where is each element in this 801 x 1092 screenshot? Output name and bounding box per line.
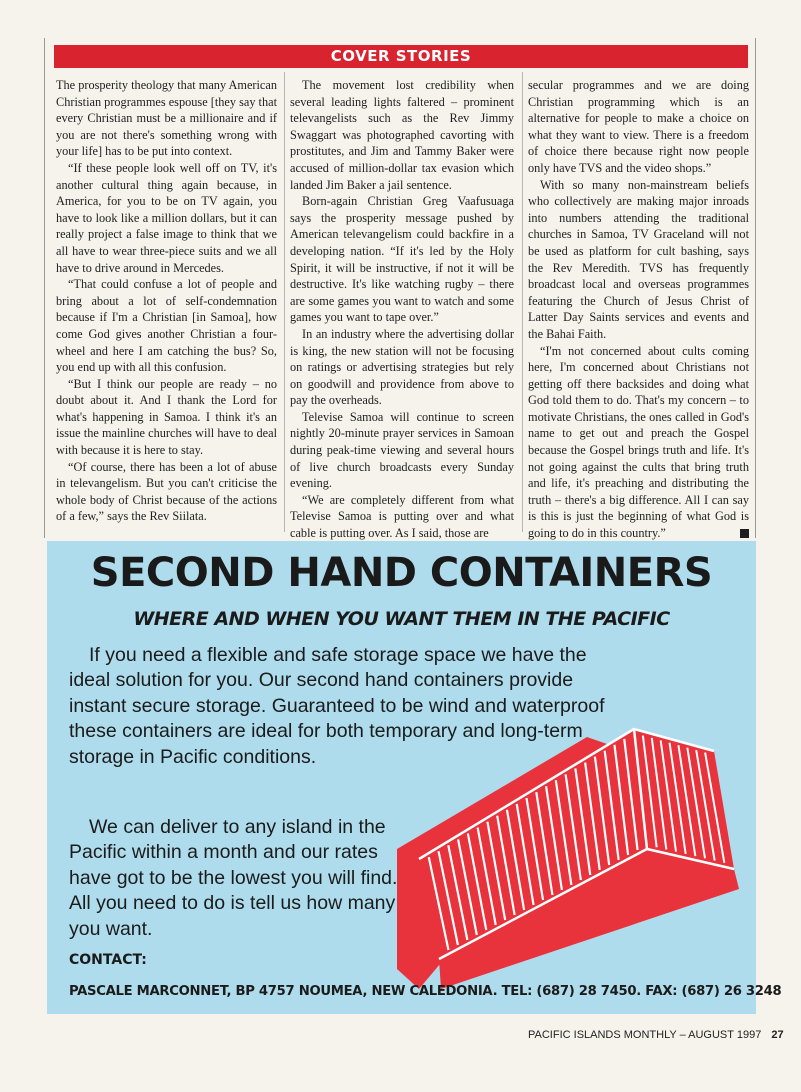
publication-name: PACIFIC ISLANDS MONTHLY – AUGUST 1997 (528, 1029, 762, 1041)
paragraph-text: “I'm not concerned about cults coming here, I'm concerned about Christians not getting off there backsides and doing what God told them to do. That's my concern – to motivate Christians, the ones called in God's name to get out and preach the Gospel because the Gospel brings truth and life. It's not going against the cults that bring truth and life, it's preaching and distributing the truth – there's a big difference. All I can say is this is just the beginning of what God is going to do in this country.” (528, 343, 749, 541)
paragraph: “We are completely different from what Televise Samoa is putting over and what cable is putting over. As I said, those are (290, 492, 514, 541)
paragraph: Born-again Christian Greg Vaafusuaga says the prosperity message pushed by American televangelism could backfire in a developing nation. “If it's led by the Holy Spirit, it will be instructive, if not it will be destructive. It's like watching rugby – there are some games you want to watch and some games you want to tape over.” (290, 194, 514, 325)
paragraph (528, 343, 749, 542)
end-of-article-mark (740, 529, 749, 538)
paragraph: “That could confuse a lot of people and bring about a lot of self-condemnation because if I'm a Christian [in Samoa], how come God gives another Christian a four-wheel and here I am catching the bus? So, you end up with all this confusion. (56, 277, 277, 375)
paragraph: In an industry where the advertising dollar is king, the new station will not be focusing on ratings or advertising strategies but rely on goodwill and providence from above to pay the overheads. (290, 326, 514, 408)
article-column-1 (56, 77, 277, 529)
paragraph: secular programmes and we are doing Christian programming which is an alternative for people to make a choice on what they want to view. There is a freedom of choice there because right now people only have TVS and the video shops.” (528, 78, 749, 175)
column-divider (284, 72, 285, 532)
paragraph: “But I think our people are ready – no doubt about it. And I thank the Lord for what's happening in Samoa. I think it's an issue the mainline churches will have to deal with because it is here to stay. (56, 376, 277, 458)
page-number: 27 (771, 1029, 784, 1041)
page-frame-left-rule (44, 38, 45, 538)
paragraph: The prosperity theology that many American Christian programmes espouse [they say that every Christian must be a millionaire and if you are not there's something wrong with your life] has to be put into context. (56, 78, 277, 159)
page-footer (528, 1029, 784, 1041)
paragraph: “Of course, there has been a lot of abuse in televangelism. But you can't criticise the whole body of Christ because of the actions of a few,” says the Rev Siilata. (56, 459, 277, 524)
ad-subheadline: WHERE AND WHEN YOU WANT THEM IN THE PACIFIC (133, 608, 670, 630)
ad-headline: SECOND HAND CONTAINERS (90, 550, 713, 596)
page-frame-right-rule (755, 38, 756, 538)
ad-body-paragraph-1: If you need a flexible and safe storage space we have the ideal solution for you. Our second hand containers provide instant secure storage. Guaranteed to be wind and waterproof these containers are ideal for both temporary and long-term storage in Pacific conditions. (69, 644, 605, 768)
column-divider (522, 72, 523, 532)
article-column-3 (528, 77, 749, 541)
ad-body-paragraph-2: We can deliver to any island in the Pacific within a month and our rates have got to be the lowest you will find. All you need to do is tell us how many you want. (69, 816, 398, 940)
paragraph: With so many non-mainstream beliefs who collectively are making major inroads into numbers attending the traditional churches in Samoa, TV Graceland will not be used as platform for cult bashing, says the Rev Meredith. TVS has frequently broadcast local and overseas programmes featuring the Church of Jesus Christ of Latter Day Saints services and events and the Bahai Faith. (528, 177, 749, 341)
paragraph: The movement lost credibility when several leading lights faltered – prominent televangelists such as the Rev Jimmy Swaggart was photographed cavorting with prostitutes, and Jim and Tammy Baker were accused of million-dollar tax evasion which landed Jim Baker a jail sentence. (290, 78, 514, 192)
ad-contact-label: CONTACT: (69, 952, 147, 968)
paragraph: Televise Samoa will continue to screen nightly 20-minute prayer services in Samoan during peak-time viewing and several hours of live church broadcasts every Sunday evening. (290, 409, 514, 491)
container-advertisement (47, 541, 782, 1014)
section-banner: COVER STORIES (54, 45, 748, 68)
ad-contact-details: PASCALE MARCONNET, BP 4757 NOUMEA, NEW CALEDONIA. TEL: (687) 28 7450. FAX: (687) 26 3248 (69, 984, 782, 999)
paragraph: “If these people look well off on TV, it's another cultural thing again because, in America, for you to be on TV again, you have to look like a million dollars, but it can really project a false image to think that we all have to wear three-piece suits and we all have to drive around in Mercedes. (56, 160, 277, 275)
shipping-container-illustration (379, 659, 764, 989)
article-column-2 (290, 77, 514, 541)
